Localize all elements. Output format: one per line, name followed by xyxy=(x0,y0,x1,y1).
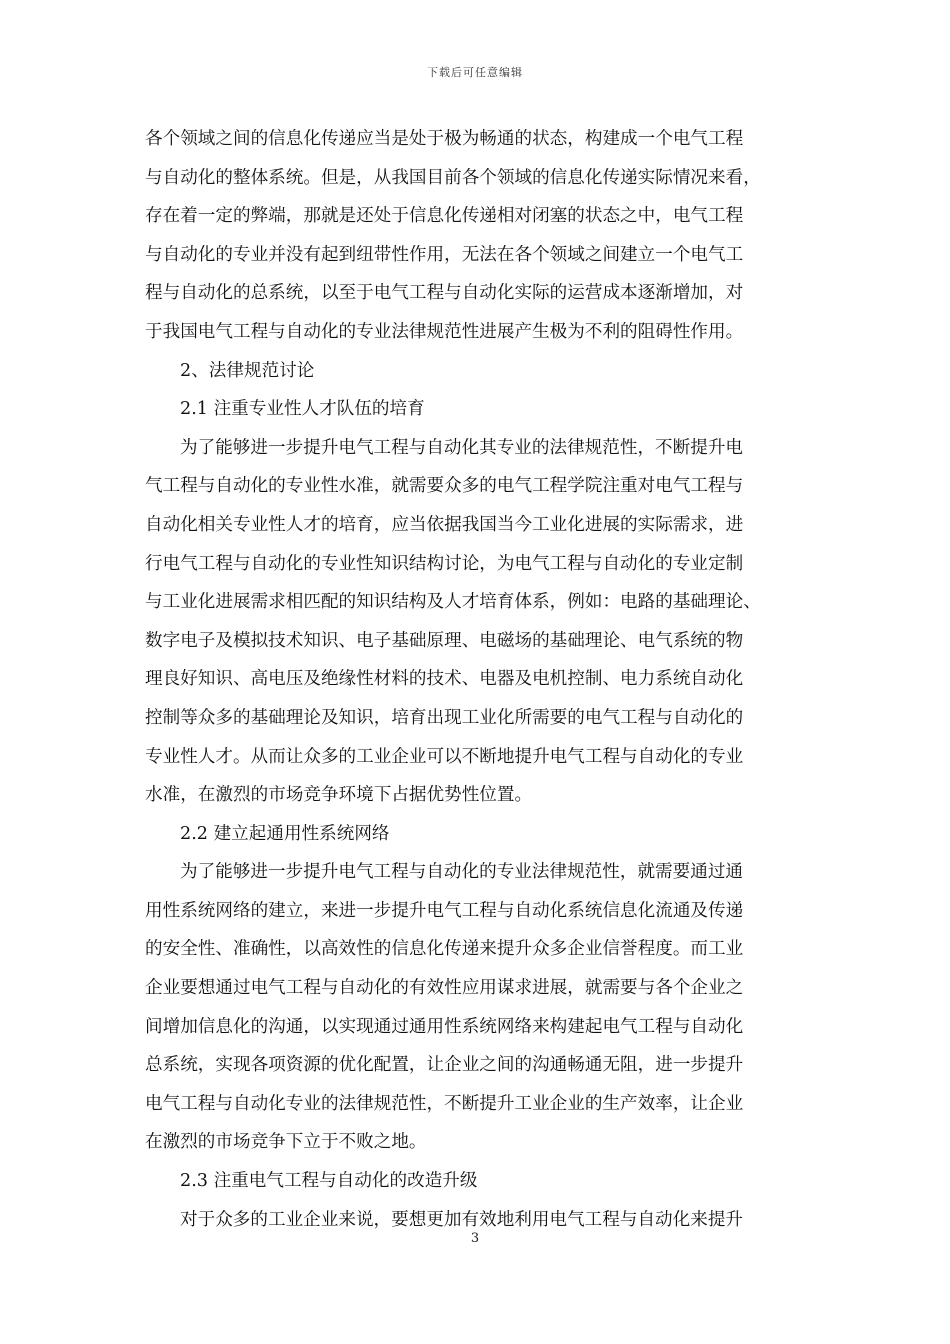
page-header: 下载后可任意编辑 xyxy=(427,66,523,79)
text-line: 各个领域之间的信息化传递应当是处于极为畅通的状态，构建成一个电气工程 xyxy=(145,129,744,149)
text-line: 总系统，实现各项资源的优化配置，让企业之间的沟通畅通无阻，进一步提升 xyxy=(145,1055,744,1076)
text-line: 程与自动化的总系统，以至于电气工程与自动化实际的运营成本逐渐增加，对 xyxy=(145,283,744,304)
text-line: 存在着一定的弊端，那就是还处于信息化传递相对闭塞的状态之中，电气工程 xyxy=(145,206,744,227)
subsection-heading: 2.1 注重专业性人才队伍的培育 xyxy=(180,399,425,420)
text-line: 为了能够进一步提升电气工程与自动化的专业法律规范性，就需要通过通 xyxy=(180,862,744,883)
text-line: 与自动化的专业并没有起到纽带性作用，无法在各个领域之间建立一个电气工 xyxy=(145,244,744,265)
text-line: 用性系统网络的建立，来进一步提升电气工程与自动化系统信息化流通及传递 xyxy=(145,900,744,921)
text-line: 在激烈的市场竞争下立于不败之地。 xyxy=(145,1132,427,1153)
text-line: 气工程与自动化的专业性水准，就需要众多的电气工程学院注重对电气工程与 xyxy=(145,476,744,497)
document-body xyxy=(145,120,807,1239)
text-line: 与自动化的整体系统。但是，从我国目前各个领域的信息化传递实际情况来看， xyxy=(145,167,761,188)
text-line: 于我国电气工程与自动化的专业法律规范性进展产生极为不利的阻碍性作用。 xyxy=(145,321,744,342)
page-number: 3 xyxy=(470,1231,480,1246)
section-heading: 2、法律规范讨论 xyxy=(180,360,315,381)
text-line: 的安全性、准确性，以高效性的信息化传递来提升众多企业信誉程度。而工业 xyxy=(145,939,744,960)
text-line: 电气工程与自动化专业的法律规范性，不断提升工业企业的生产效率，让企业 xyxy=(145,1093,744,1114)
text-line: 自动化相关专业性人才的培育，应当依据我国当今工业化进展的实际需求，进 xyxy=(145,514,744,535)
text-line: 对于众多的工业企业来说，要想更加有效地利用电气工程与自动化来提升 xyxy=(180,1209,744,1230)
text-line: 间增加信息化的沟通，以实现通过通用性系统网络来构建起电气工程与自动化 xyxy=(145,1016,744,1037)
text-line: 与工业化进展需求相匹配的知识结构及人才培育体系，例如：电路的基础理论、 xyxy=(145,592,761,613)
text-line: 为了能够进一步提升电气工程与自动化其专业的法律规范性，不断提升电 xyxy=(180,437,744,458)
text-line: 水准，在激烈的市场竞争环境下占据优势性位置。 xyxy=(145,785,533,806)
subsection-heading: 2.2 建立起通用性系统网络 xyxy=(180,823,390,844)
text-line: 企业要想通过电气工程与自动化的有效性应用谋求进展，就需要与各个企业之 xyxy=(145,978,744,999)
text-line: 理良好知识、高电压及绝缘性材料的技术、电器及电机控制、电力系统自动化 xyxy=(145,669,744,690)
text-line: 数字电子及模拟技术知识、电子基础原理、电磁场的基础理论、电气系统的物 xyxy=(145,630,744,651)
subsection-heading: 2.3 注重电气工程与自动化的改造升级 xyxy=(180,1171,478,1192)
text-line: 控制等众多的基础理论及知识，培育出现工业化所需要的电气工程与自动化的 xyxy=(145,707,744,728)
text-line: 行电气工程与自动化的专业性知识结构讨论，为电气工程与自动化的专业定制 xyxy=(145,553,744,574)
text-line: 专业性人才。从而让众多的工业企业可以不断地提升电气工程与自动化的专业 xyxy=(145,746,744,767)
